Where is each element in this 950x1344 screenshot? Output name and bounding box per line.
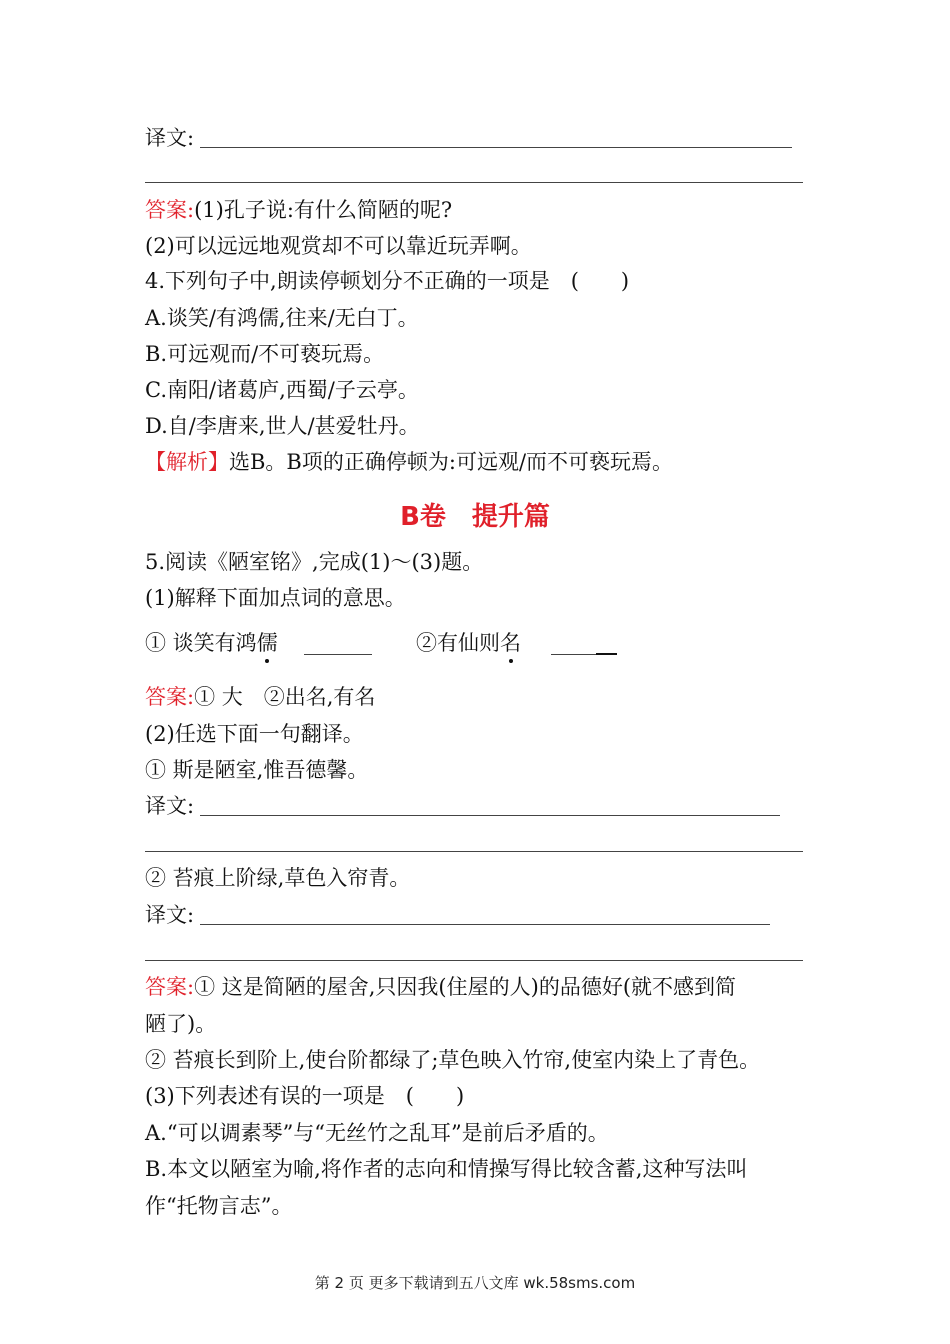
answer-tag: 答案: (145, 198, 195, 222)
answer-1 (145, 687, 375, 708)
answer-line (200, 147, 792, 148)
option-a: A.“可以调素琴”与“无丝竹之乱耳”是前后矛盾的。 (145, 1121, 609, 1145)
answer-line-2: (2)可以远远地观赏却不可以靠近玩弄啊。 (145, 234, 532, 258)
sentence-2: ② 苔痕上阶绿,草色入帘青。 (145, 866, 411, 890)
analysis-tag: 【解析】 (145, 450, 229, 474)
answer-tag: 答案: (145, 685, 195, 709)
answer-line-1 (145, 200, 452, 221)
blank-1 (304, 654, 372, 655)
answer-text: (1)孔子说:有什么简陋的呢? (194, 198, 453, 222)
sentence-1: ① 斯是陋室,惟吾德馨。 (145, 758, 369, 782)
analysis-text: 选B。B项的正确停顿为:可远观/而不可亵玩焉。 (229, 450, 674, 474)
answer-line (145, 182, 803, 183)
blank-2-mark (596, 653, 617, 655)
translation-label: 译文: (145, 794, 195, 818)
dotted-word: 名 (500, 631, 521, 655)
option-a: A.谈笑/有鸿儒,往来/无白丁。 (145, 306, 419, 330)
translation-label: 译文: (145, 903, 195, 927)
dotted-word: 儒 (256, 631, 278, 655)
option-b-cont: 作“托物言志”。 (145, 1194, 293, 1218)
page-footer: 第 2 页 更多下载请到五八文库 wk.58sms.com (314, 1274, 636, 1292)
vocab-item-1-text: ① 谈笑有鸿 (145, 631, 257, 655)
question-4-stem: 4.下列句子中,朗读停顿划分不正确的一项是 ( ) (145, 269, 630, 293)
answer-2-line-1 (145, 977, 736, 998)
sub-question-3: (3)下列表述有误的一项是 ( ) (145, 1084, 465, 1108)
sub-question-1: (1)解释下面加点词的意思。 (145, 586, 406, 610)
answer-2-line-2: 陋了)。 (145, 1012, 217, 1036)
section-title: B卷 提升篇 (400, 502, 550, 532)
answer-line (145, 960, 803, 961)
answer-text: ① 大 ②出名,有名 (194, 685, 376, 709)
analysis (145, 452, 673, 473)
vocab-item-2 (416, 633, 521, 654)
answer-line (200, 815, 780, 816)
answer-tag: 答案: (145, 975, 195, 999)
answer-line (200, 924, 770, 925)
answer-2-line-3: ② 苔痕长到阶上,使台阶都绿了;草色映入竹帘,使室内染上了青色。 (145, 1048, 761, 1072)
sub-question-2: (2)任选下面一句翻译。 (145, 722, 364, 746)
vocab-item-1 (145, 633, 278, 654)
vocab-item-2-text: ②有仙则 (416, 631, 500, 655)
answer-line (145, 851, 803, 852)
option-b: B.本文以陋室为喻,将作者的志向和情操写得比较含蓄,这种写法叫 (145, 1157, 748, 1181)
question-5-stem: 5.阅读《陋室铭》,完成(1)～(3)题。 (145, 550, 484, 574)
translation-label: 译文: (145, 126, 195, 150)
option-c: C.南阳/诸葛庐,西蜀/子云亭。 (145, 378, 419, 402)
answer-text: ① 这是简陋的屋舍,只因我(住屋的人)的品德好(就不感到简 (194, 975, 737, 999)
option-b: B.可远观而/不可亵玩焉。 (145, 342, 385, 366)
option-d: D.自/李唐来,世人/甚爱牡丹。 (145, 414, 420, 438)
